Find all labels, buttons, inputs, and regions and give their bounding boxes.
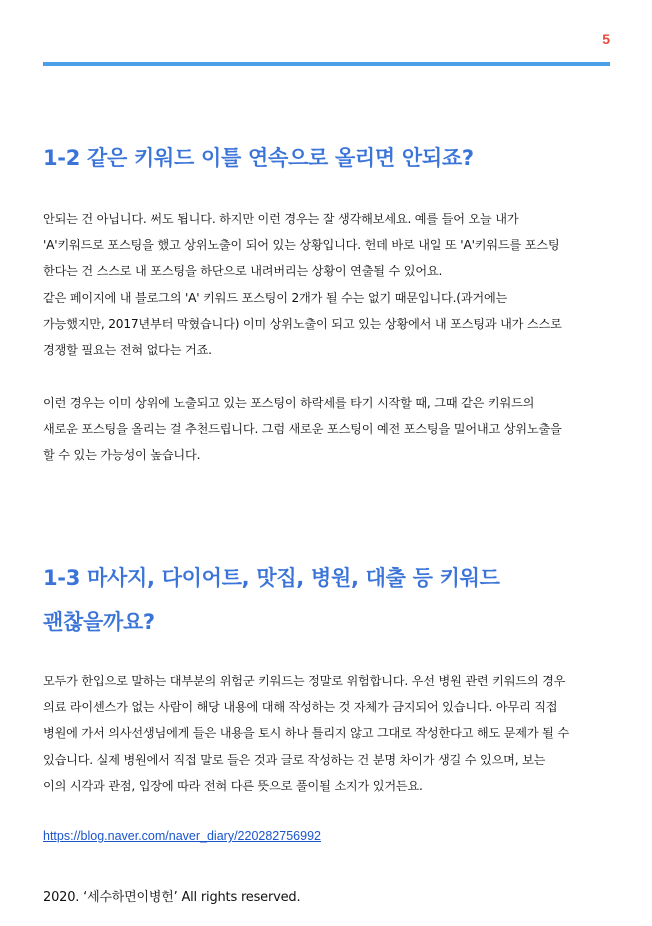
paragraph-line: 'A'키워드로 포스팅을 했고 상위노출이 되어 있는 상황입니다. 헌데 바로 내일 또 'A'키워드를 포스팅 [43,238,560,253]
paragraph-line: 의료 라이센스가 없는 사람이 해당 내용에 대해 작성하는 것 자체가 금지되어 있습니다. 아무리 직접 [43,700,558,715]
paragraph [43,206,623,363]
paragraph-line: 안되는 건 아닙니다. 써도 됩니다. 하지만 이런 경우는 잘 생각해보세요. 예를 들어 오늘 내가 [43,212,519,226]
section-heading-1-2: 1-2 같은 키워드 이틀 연속으로 올리면 안되죠? [43,146,474,170]
section-heading-1-3 [43,556,613,644]
paragraph [43,390,623,469]
paragraph-line: 한다는 건 스스로 내 포스팅을 하단으로 내려버리는 상황이 연출될 수 있어요. [43,264,443,279]
paragraph-line: 병원에 가서 의사선생님에게 들은 내용을 토시 하나 틀리지 않고 그대로 작성한다고 해도 문제가 될 수 [43,726,569,741]
paragraph-line: 있습니다. 실제 병원에서 직접 말로 들은 것과 글로 작성하는 건 분명 차이가 생길 수 있으며, 보는 [43,752,546,767]
paragraph-line: 새로운 포스팅을 올리는 걸 추천드립니다. 그럼 새로운 포스팅이 예전 포스팅을 밀어내고 상위노출을 [43,422,562,437]
page-number: 5 [602,31,610,47]
paragraph-line: 이의 시각과 관점, 입장에 따라 전혀 다른 뜻으로 풀이될 소지가 있거든요. [43,778,423,793]
heading-line: 괜찮을까요? [43,610,155,634]
header-divider [43,62,610,66]
heading-line: 1-3 마사지, 다이어트, 맛집, 병원, 대출 등 키워드 [43,566,500,590]
paragraph-line: 할 수 있는 가능성이 높습니다. [43,448,201,463]
paragraph-line: 경쟁할 필요는 전혀 없다는 거죠. [43,343,212,358]
copyright-footer: 2020. ‘세수하면이병헌’ All rights reserved. [43,890,301,905]
paragraph [43,668,623,799]
paragraph-line: 모두가 한입으로 말하는 대부분의 위험군 키워드는 정말로 위험합니다. 우선 병원 관련 키워드의 경우 [43,674,566,688]
paragraph-line: 가능했지만, 2017년부터 막혔습니다) 이미 상위노출이 되고 있는 상황에서 내 포스팅과 내가 스스로 [43,316,562,331]
source-link[interactable]: https://blog.naver.com/naver_diary/220282756992 [43,829,321,843]
paragraph-line: 같은 페이지에 내 블로그의 'A' 키워드 포스팅이 2개가 될 수는 없기 때문입니다.(과거에는 [43,290,508,305]
paragraph-line: 이런 경우는 이미 상위에 노출되고 있는 포스팅이 하락세를 타기 시작할 때, 그때 같은 키워드의 [43,396,535,410]
